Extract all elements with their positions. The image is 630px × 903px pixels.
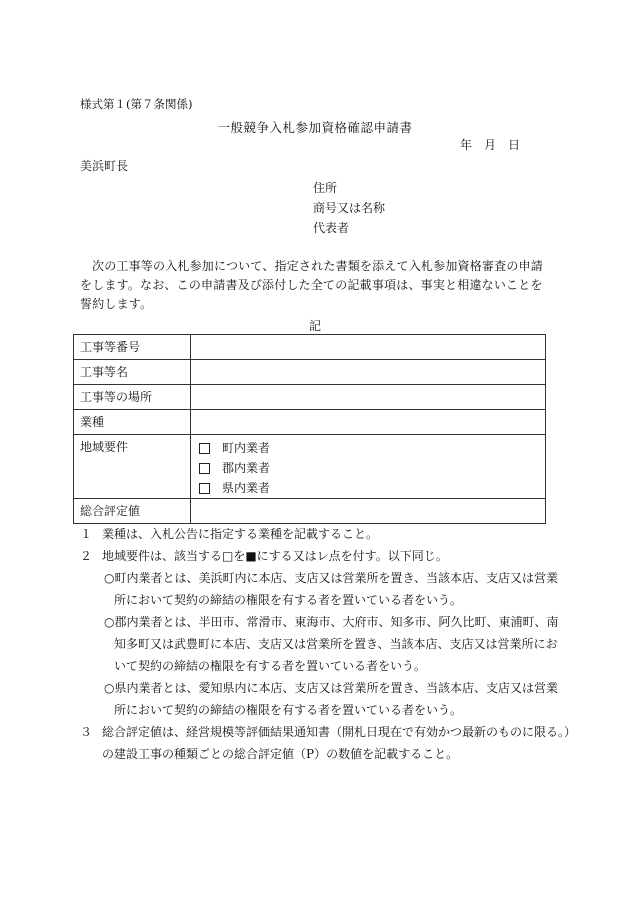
total-score-field[interactable]	[191, 499, 546, 524]
table-row-region	[74, 435, 546, 499]
row-label: 地域要件	[74, 435, 191, 499]
note-text: 所において契約の締結の権限を有する者を置いている者をいう。	[114, 593, 463, 607]
addressee: 美浜町長	[80, 159, 129, 173]
checkbox-icon[interactable]	[199, 443, 210, 454]
project-location-field[interactable]	[191, 385, 546, 410]
option-label: 県内業者	[222, 481, 271, 495]
note-2-district-definition	[80, 611, 560, 633]
region-options	[191, 435, 546, 499]
industry-field[interactable]	[191, 410, 546, 435]
note-2-prefecture-definition-cont	[80, 699, 560, 721]
applicant-name-label: 商号又は名称	[313, 201, 386, 215]
note-number: ２	[80, 549, 93, 563]
note-text: ○町内業者とは、美浜町内に本店、支店又は営業所を置き、当該本店、支店又は営業	[104, 571, 558, 585]
date-line: 年 月 日	[460, 138, 521, 152]
table-row	[74, 410, 546, 435]
note-text: いて契約の締結の権限を有する者を置いている者をいう。	[114, 659, 427, 673]
note-3	[80, 721, 577, 743]
row-label: 工事等番号	[74, 335, 191, 360]
table-row	[74, 499, 546, 524]
applicant-representative-label: 代表者	[313, 221, 350, 235]
note-3-cont	[80, 743, 560, 765]
note-2-district-definition-cont	[80, 655, 560, 677]
note-text: 総合評定値は、経営規模等評価結果通知書（開札日現在で有効かつ最新のものに限る。）	[102, 725, 577, 739]
table-row	[74, 360, 546, 385]
note-2-district-definition-cont	[80, 633, 560, 655]
application-statement: 次の工事等の入札参加について、指定された書類を添えて入札参加資格審査の申請をします。なお、この申請書及び添付した全ての記載事項は、事実と相違ないことを誓約します。	[80, 259, 543, 311]
note-number: ３	[80, 725, 93, 739]
project-number-field[interactable]	[191, 335, 546, 360]
row-label: 工事等の場所	[74, 385, 191, 410]
note-2-town-definition-cont	[80, 589, 560, 611]
ki-heading: 記	[308, 319, 321, 333]
region-option-town[interactable]	[197, 438, 539, 458]
note-text: 地域要件は、該当する□を■にする又はレ点を付す。以下同じ。	[102, 549, 448, 563]
note-number: １	[80, 527, 93, 541]
note-text: の建設工事の種類ごとの総合評定値（P）の数値を記載すること。	[102, 747, 459, 761]
document-title: 一般競争入札参加資格確認申請書	[217, 120, 413, 135]
option-label: 町内業者	[222, 441, 271, 455]
applicant-address-label: 住所	[313, 181, 338, 195]
details-table	[73, 334, 546, 524]
note-2	[80, 545, 560, 567]
region-option-prefecture[interactable]	[197, 478, 539, 498]
note-text: ○郡内業者とは、半田市、常滑市、東海市、大府市、知多市、阿久比町、東浦町、南	[104, 615, 559, 629]
option-label: 郡内業者	[222, 461, 271, 475]
region-option-district[interactable]	[197, 458, 539, 478]
project-name-field[interactable]	[191, 360, 546, 385]
note-text: 業種は、入札公告に指定する業種を記載すること。	[102, 527, 379, 541]
note-2-prefecture-definition	[80, 677, 560, 699]
checkbox-icon[interactable]	[199, 463, 210, 474]
notes-section	[80, 523, 577, 765]
row-label: 総合評定値	[74, 499, 191, 524]
note-text: ○県内業者とは、愛知県内に本店、支店又は営業所を置き、当該本店、支店又は営業	[104, 681, 558, 695]
row-label: 工事等名	[74, 360, 191, 385]
table-row	[74, 335, 546, 360]
table-row	[74, 385, 546, 410]
note-2-town-definition	[80, 567, 560, 589]
note-1	[80, 523, 560, 545]
row-label: 業種	[74, 410, 191, 435]
form-label: 様式第１(第７条関係)	[80, 97, 193, 111]
checkbox-icon[interactable]	[199, 483, 210, 494]
note-text: 所において契約の締結の権限を有する者を置いている者をいう。	[114, 703, 463, 717]
note-text: 知多町又は武豊町に本店、支店又は営業所を置き、当該本店、支店又は営業所にお	[114, 637, 558, 651]
